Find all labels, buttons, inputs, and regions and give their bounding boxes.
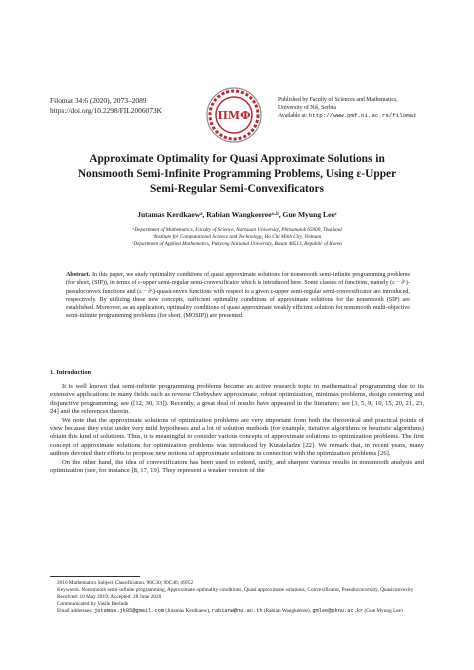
- title-line: Semi-Regular Semi-Convexificators: [149, 183, 325, 195]
- keywords: Keywords. Nonsmooth semi-infinite programming, Approximate optimality conditions, Quasi approximate solutions, Convexificator, Pseudoconvexity, Quasiconvexity: [57, 587, 414, 594]
- publisher-line1: Published by Faculty of Sciences and Mathematics,: [278, 97, 398, 103]
- doi-link[interactable]: https://doi.org/10.2298/FIL2006073K: [50, 106, 162, 115]
- received-dates: Received: 10 May 2019; Accepted: 28 June 2020: [57, 594, 162, 601]
- email-label: Email addresses:: [57, 608, 95, 615]
- email-owner: (Rabian Wangkeeree),: [262, 608, 313, 615]
- email-owner: (Gue Myung Lee): [363, 608, 403, 615]
- email-addresses: [50, 608, 424, 615]
- abstract: [66, 271, 410, 321]
- paragraph: We note that the approximate solutions of optimization problems are very important from both the theoretical and practical points of view because they exist under very mild hypotheses and a lot of solution methods (for example, iterative algorithms or heuristic algorithms) obtain this kind of solutions. Thus, it is meaningful to consider various concepts of approximate solutions to optimization problems. The first concept of approximate solutions for optimization problems was introduced by Kutateladze [22]. We remark that, in recent years, many authors devoted their efforts to propose new notions of approximate solutions in connection with the optimization problems [26].: [50, 416, 424, 458]
- footnotes: [50, 580, 424, 615]
- abstract-text: In this paper, we study optimality conditions of quasi approximate solutions for nonsmooth semi-infinite programming problems (for short, (SIP)), in terms of ε-upper semi-regular semi-convexificator which is introduced here. Some classes of functions, namely (ε − ∂ᶜ)-pseudoconvex functions and (ε − ∂ᶜ)-quasiconvex functions with respect to a given ε-upper semi-regular semi-convexificator are introduced, respectively. By utilizing these new concepts, sufficient optimality conditions of approximate solutions for the nonsmooth (SIP) are established. Moreover, as an application, optimality conditions of quasi approximate weakly efficient solution for nonsmooth multi-objective semi-infinite programming problems (for short, (MOSIP)) are presented.: [66, 272, 410, 320]
- journal-logo: [205, 86, 263, 144]
- publisher-line2: University of Niš, Serbia: [278, 105, 336, 111]
- title-line: Approximate Optimality for Quasi Approximate Solutions in: [89, 153, 385, 165]
- publisher-info: [278, 96, 453, 120]
- email-owner: (Jutamas Kerdkaew),: [164, 608, 212, 615]
- affiliations: [40, 227, 434, 248]
- journal-info: [50, 96, 162, 116]
- paper-title: [40, 152, 434, 197]
- affiliation-item: ᵇInstitute for Computational Science and Technology, Ho Chi Minh City, Vietnam: [152, 234, 322, 240]
- paragraph: It is well known that semi-infinite programming problems became an active research topic in mathematical programming due to its extensive applications in many fields such as reverse Chebyshev approximate, robust optimization, minimax problems, design centering and disjunctive programming; see ([12, 30, 33]). Recently, a great deal of results have appeared in the literature; see [3, 5, 9, 10, 15, 20, 21, 23, 24] and the references therein.: [50, 383, 424, 416]
- abstract-label: Abstract.: [66, 272, 91, 278]
- section-body: [50, 383, 424, 475]
- journal-url[interactable]: http://www.pmf.ni.ac.rs/filomat: [308, 112, 417, 119]
- affiliation-item: ᵃDepartment of Mathematics, Faculty of Science, Naresuan University, Phitsanulok 65000, Thailand: [132, 227, 342, 233]
- author-list: Jutamas Kerdkaewᵃ, Rabian Wangkeereeᵃ·ᵇ, Gue Myung Leeᶜ: [137, 210, 337, 219]
- msc-classification: 2010 Mathematics Subject Classification. 90C30; 90C46; 49J52: [57, 580, 194, 586]
- affiliation-item: ᶜDepartment of Applied Mathematics, Pukyong National University, Busan 48513, Republic of Korea: [132, 241, 342, 247]
- communicated-by: Communicated by Vasile Berinde: [57, 601, 129, 608]
- title-line: Nonsmooth Semi-Infinite Programming Problems, Using ε-Upper: [77, 168, 397, 180]
- email-link[interactable]: rabianw@nu.ac.th: [211, 608, 263, 615]
- logo-letters: ПМФ: [217, 109, 251, 122]
- footnote-divider: [50, 576, 140, 577]
- section-heading: 1. Introduction: [50, 369, 92, 376]
- email-link[interactable]: gmlee@pknu.ac.kr: [312, 608, 364, 615]
- email-link[interactable]: jutamas.jk85@gmail.com: [94, 608, 165, 615]
- paragraph: On the other hand, the idea of convexificators has been used to extend, unify, and sharpen various results in nonsmooth analysis and optimization (see, for instance [8, 17, 19]. They represent a weaker version of the: [50, 458, 424, 475]
- available-prefix: Available at:: [278, 113, 309, 119]
- journal-citation: Filomat 34:6 (2020), 2073–2089: [50, 96, 147, 105]
